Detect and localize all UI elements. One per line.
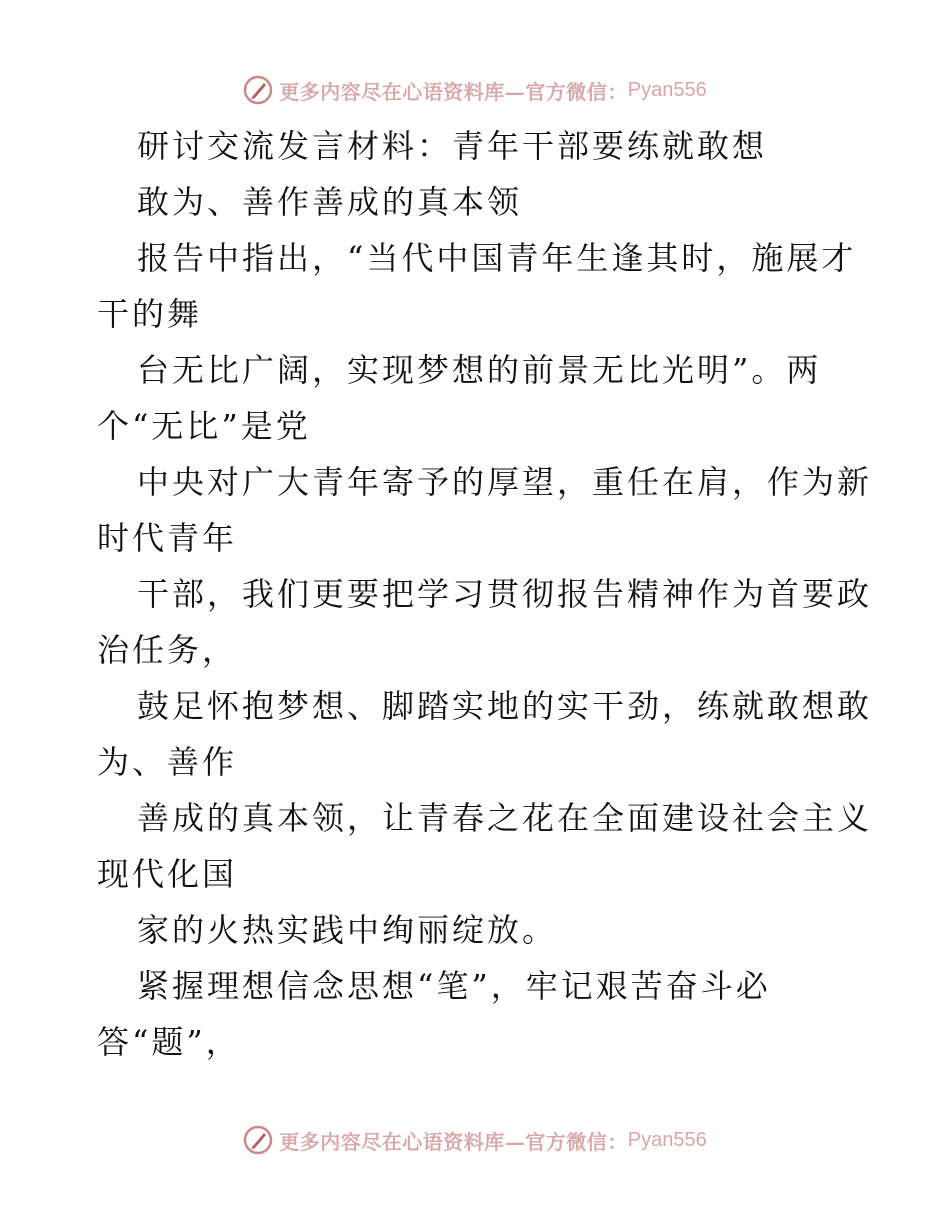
feather-pen-seal-icon — [243, 1125, 273, 1155]
text-line: 报告中指出，“当代中国青年生逢其时，施展才 — [137, 239, 857, 277]
text-line: 为、善作 — [97, 743, 238, 781]
watermark-banner-bottom — [0, 1120, 950, 1160]
watermark-banner-top — [0, 70, 950, 110]
text-line: 时代青年 — [97, 519, 238, 557]
watermark-text: 更多内容尽在心语资料库—官方微信： — [279, 1129, 628, 1154]
text-line: 紧握理想信念思想“笔”，牢记艰苦奋斗必 — [137, 967, 771, 1005]
text-line: 现代化国 — [97, 855, 238, 893]
text-line: 台无比广阔，实现梦想的前景无比光明”。两 — [137, 351, 822, 389]
text-line: 中央对广大青年寄予的厚望，重任在肩，作为新 — [137, 463, 873, 501]
text-line: 研讨交流发言材料：青年干部要练就敢想 — [137, 127, 768, 165]
document-body — [97, 118, 873, 1070]
watermark-contact: Pyan556 — [627, 1128, 707, 1151]
text-line: 干的舞 — [97, 295, 203, 333]
watermark-text: 更多内容尽在心语资料库—官方微信： — [279, 79, 628, 104]
text-line: 个“无比”是党 — [97, 407, 311, 445]
text-line: 治任务， — [97, 631, 238, 669]
text-line: 答“题”， — [97, 1023, 241, 1061]
text-line: 鼓足怀抱梦想、脚踏实地的实干劲，练就敢想敢 — [137, 687, 873, 725]
text-line: 干部，我们更要把学习贯彻报告精神作为首要政 — [137, 575, 873, 613]
text-line: 家的火热实践中绚丽绽放。 — [137, 911, 558, 949]
feather-pen-seal-icon — [243, 75, 273, 105]
watermark-contact: Pyan556 — [627, 78, 707, 101]
text-line: 善成的真本领，让青春之花在全面建设社会主义 — [137, 799, 873, 837]
text-line: 敢为、善作善成的真本领 — [137, 183, 523, 221]
